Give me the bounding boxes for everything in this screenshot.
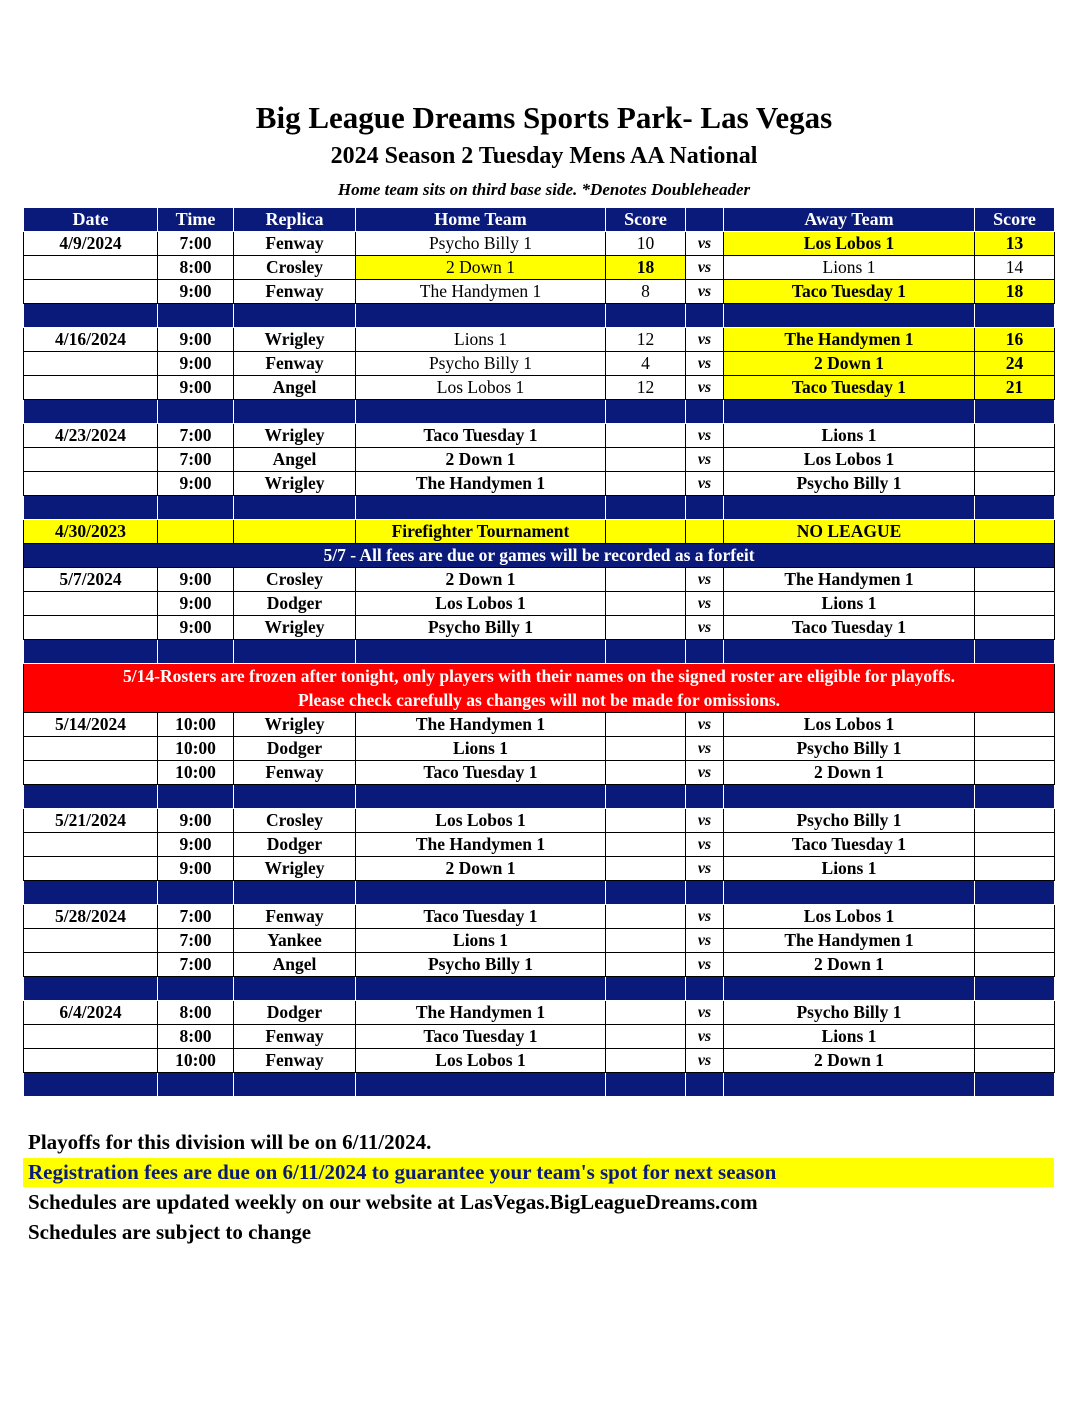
home-score bbox=[606, 568, 686, 592]
away-team: Lions 1 bbox=[724, 592, 975, 616]
vs-label: vs bbox=[686, 448, 724, 472]
registration-note: Registration fees are due on 6/11/2024 to guarantee your team's spot for next season bbox=[23, 1158, 1054, 1187]
away-team: 2 Down 1 bbox=[724, 761, 975, 785]
game-field: Fenway bbox=[234, 280, 356, 304]
away-team: 2 Down 1 bbox=[724, 352, 975, 376]
home-score bbox=[606, 857, 686, 881]
table-row bbox=[24, 953, 1055, 977]
col-away-team: Away Team bbox=[724, 208, 975, 232]
game-date bbox=[24, 256, 158, 280]
game-field: Wrigley bbox=[234, 472, 356, 496]
vs-label: vs bbox=[686, 472, 724, 496]
game-date bbox=[24, 1049, 158, 1073]
home-team: Taco Tuesday 1 bbox=[356, 1025, 606, 1049]
game-field: Wrigley bbox=[234, 857, 356, 881]
game-date: 5/7/2024 bbox=[24, 568, 158, 592]
game-field: Fenway bbox=[234, 232, 356, 256]
game-field: Dodger bbox=[234, 833, 356, 857]
home-score bbox=[606, 616, 686, 640]
table-row bbox=[24, 424, 1055, 448]
away-score bbox=[975, 424, 1055, 448]
home-team: The Handymen 1 bbox=[356, 1001, 606, 1025]
away-score bbox=[975, 905, 1055, 929]
vs-label: vs bbox=[686, 352, 724, 376]
home-score bbox=[606, 448, 686, 472]
vs-label: vs bbox=[686, 905, 724, 929]
game-date bbox=[24, 761, 158, 785]
table-row bbox=[24, 713, 1055, 737]
game-field: Wrigley bbox=[234, 424, 356, 448]
vs-label: vs bbox=[686, 737, 724, 761]
vs-label: vs bbox=[686, 568, 724, 592]
table-row bbox=[24, 256, 1055, 280]
home-team: The Handymen 1 bbox=[356, 472, 606, 496]
away-team: Psycho Billy 1 bbox=[724, 737, 975, 761]
table-row bbox=[24, 857, 1055, 881]
vs-label: vs bbox=[686, 761, 724, 785]
vs-label: vs bbox=[686, 809, 724, 833]
game-date bbox=[24, 352, 158, 376]
vs-label: vs bbox=[686, 232, 724, 256]
game-time: 9:00 bbox=[158, 280, 234, 304]
game-date bbox=[24, 472, 158, 496]
away-team: Psycho Billy 1 bbox=[724, 472, 975, 496]
spacer-row bbox=[24, 496, 1055, 520]
game-time: 9:00 bbox=[158, 376, 234, 400]
game-date: 4/16/2024 bbox=[24, 328, 158, 352]
home-team: Los Lobos 1 bbox=[356, 1049, 606, 1073]
table-row bbox=[24, 1001, 1055, 1025]
home-score bbox=[606, 953, 686, 977]
game-date bbox=[24, 833, 158, 857]
vs-label: vs bbox=[686, 857, 724, 881]
game-time: 9:00 bbox=[158, 472, 234, 496]
game-date bbox=[24, 448, 158, 472]
home-score bbox=[606, 809, 686, 833]
spacer-row bbox=[24, 1073, 1055, 1097]
away-score: 13 bbox=[975, 232, 1055, 256]
away-score bbox=[975, 761, 1055, 785]
away-team: Lions 1 bbox=[724, 857, 975, 881]
home-score: 12 bbox=[606, 328, 686, 352]
game-date bbox=[24, 376, 158, 400]
away-team: Psycho Billy 1 bbox=[724, 1001, 975, 1025]
home-team: Taco Tuesday 1 bbox=[356, 905, 606, 929]
schedule-table bbox=[23, 207, 1055, 1097]
vs-label: vs bbox=[686, 424, 724, 448]
home-team: 2 Down 1 bbox=[356, 448, 606, 472]
game-time: 7:00 bbox=[158, 905, 234, 929]
spacer-row bbox=[24, 977, 1055, 1001]
home-score bbox=[606, 833, 686, 857]
home-team: Los Lobos 1 bbox=[356, 376, 606, 400]
game-date bbox=[24, 737, 158, 761]
game-date: 5/21/2024 bbox=[24, 809, 158, 833]
home-team: The Handymen 1 bbox=[356, 833, 606, 857]
home-team: 2 Down 1 bbox=[356, 256, 606, 280]
fees-notice: 5/7 - All fees are due or games will be recorded as a forfeit bbox=[24, 544, 1055, 568]
away-score bbox=[975, 737, 1055, 761]
seating-note: Home team sits on third base side. *Denotes Doubleheader bbox=[337, 180, 751, 199]
game-date bbox=[24, 857, 158, 881]
table-row bbox=[24, 232, 1055, 256]
col-home-team: Home Team bbox=[356, 208, 606, 232]
game-date bbox=[24, 592, 158, 616]
home-score bbox=[606, 472, 686, 496]
playoffs-note: Playoffs for this division will be on 6/11/2024. bbox=[28, 1130, 432, 1154]
game-date: 6/4/2024 bbox=[24, 1001, 158, 1025]
home-team: Psycho Billy 1 bbox=[356, 352, 606, 376]
game-time: 7:00 bbox=[158, 232, 234, 256]
game-field: Fenway bbox=[234, 1025, 356, 1049]
col-replica: Replica bbox=[234, 208, 356, 232]
away-score bbox=[975, 1025, 1055, 1049]
game-date bbox=[24, 929, 158, 953]
vs-label: vs bbox=[686, 929, 724, 953]
home-team: Psycho Billy 1 bbox=[356, 616, 606, 640]
game-field: Dodger bbox=[234, 737, 356, 761]
game-field: Wrigley bbox=[234, 713, 356, 737]
home-score: 12 bbox=[606, 376, 686, 400]
table-row bbox=[24, 568, 1055, 592]
away-score bbox=[975, 809, 1055, 833]
vs-label: vs bbox=[686, 833, 724, 857]
away-team: Lions 1 bbox=[724, 1025, 975, 1049]
home-team: 2 Down 1 bbox=[356, 568, 606, 592]
table-row bbox=[24, 833, 1055, 857]
game-date: 5/28/2024 bbox=[24, 905, 158, 929]
special-row bbox=[24, 520, 1055, 544]
home-score bbox=[606, 761, 686, 785]
home-team: Psycho Billy 1 bbox=[356, 953, 606, 977]
page-subtitle: 2024 Season 2 Tuesday Mens AA National bbox=[330, 143, 758, 169]
spacer-row bbox=[24, 640, 1055, 664]
home-score: 18 bbox=[606, 256, 686, 280]
home-team: Taco Tuesday 1 bbox=[356, 424, 606, 448]
header-row bbox=[24, 208, 1055, 232]
schedule-body bbox=[24, 232, 1055, 713]
away-score bbox=[975, 616, 1055, 640]
home-team: Los Lobos 1 bbox=[356, 592, 606, 616]
game-field: Fenway bbox=[234, 1049, 356, 1073]
col-away-score: Score bbox=[975, 208, 1055, 232]
roster-notice-line2: Please check carefully as changes will not be made for omissions. bbox=[297, 690, 781, 710]
home-team: Psycho Billy 1 bbox=[356, 232, 606, 256]
vs-label: vs bbox=[686, 1001, 724, 1025]
home-team: Lions 1 bbox=[356, 929, 606, 953]
home-score bbox=[606, 713, 686, 737]
game-field: Fenway bbox=[234, 761, 356, 785]
game-time: 9:00 bbox=[158, 833, 234, 857]
home-team: Lions 1 bbox=[356, 737, 606, 761]
game-time: 7:00 bbox=[158, 448, 234, 472]
vs-label: vs bbox=[686, 328, 724, 352]
game-time: 9:00 bbox=[158, 809, 234, 833]
spacer-row bbox=[24, 400, 1055, 424]
game-field: Fenway bbox=[234, 905, 356, 929]
away-score bbox=[975, 929, 1055, 953]
game-time: 10:00 bbox=[158, 761, 234, 785]
away-team: Los Lobos 1 bbox=[724, 905, 975, 929]
roster-notice bbox=[24, 664, 1055, 713]
game-date: 4/9/2024 bbox=[24, 232, 158, 256]
vs-label: vs bbox=[686, 592, 724, 616]
away-score bbox=[975, 472, 1055, 496]
vs-label: vs bbox=[686, 1049, 724, 1073]
away-score: 16 bbox=[975, 328, 1055, 352]
game-field: Wrigley bbox=[234, 328, 356, 352]
away-team: 2 Down 1 bbox=[724, 953, 975, 977]
home-team: Lions 1 bbox=[356, 328, 606, 352]
home-score: 4 bbox=[606, 352, 686, 376]
home-score bbox=[606, 424, 686, 448]
away-team: Taco Tuesday 1 bbox=[724, 376, 975, 400]
game-time: 8:00 bbox=[158, 1001, 234, 1025]
table-row bbox=[24, 448, 1055, 472]
game-date: 5/14/2024 bbox=[24, 713, 158, 737]
roster-notice-row bbox=[24, 664, 1055, 713]
game-time: 7:00 bbox=[158, 929, 234, 953]
away-team: 2 Down 1 bbox=[724, 1049, 975, 1073]
away-team: Taco Tuesday 1 bbox=[724, 616, 975, 640]
away-score bbox=[975, 448, 1055, 472]
special-away: NO LEAGUE bbox=[724, 520, 975, 544]
table-row bbox=[24, 328, 1055, 352]
game-field: Crosley bbox=[234, 256, 356, 280]
table-row bbox=[24, 737, 1055, 761]
game-time: 8:00 bbox=[158, 256, 234, 280]
game-field: Crosley bbox=[234, 809, 356, 833]
home-team: 2 Down 1 bbox=[356, 857, 606, 881]
change-note: Schedules are subject to change bbox=[28, 1220, 312, 1244]
special-date: 4/30/2023 bbox=[24, 520, 158, 544]
game-date bbox=[24, 1025, 158, 1049]
col-time: Time bbox=[158, 208, 234, 232]
home-team: Los Lobos 1 bbox=[356, 809, 606, 833]
table-row bbox=[24, 352, 1055, 376]
game-field: Fenway bbox=[234, 352, 356, 376]
away-team: Los Lobos 1 bbox=[724, 713, 975, 737]
roster-notice-line1: 5/14-Rosters are frozen after tonight, only players with their names on the signed roster are eligible for playoffs. bbox=[123, 666, 955, 686]
vs-label: vs bbox=[686, 953, 724, 977]
col-home-score: Score bbox=[606, 208, 686, 232]
away-team: Taco Tuesday 1 bbox=[724, 280, 975, 304]
game-time: 7:00 bbox=[158, 424, 234, 448]
away-team: Los Lobos 1 bbox=[724, 448, 975, 472]
away-score bbox=[975, 713, 1055, 737]
vs-label: vs bbox=[686, 376, 724, 400]
table-row bbox=[24, 472, 1055, 496]
game-time: 9:00 bbox=[158, 328, 234, 352]
away-team: Psycho Billy 1 bbox=[724, 809, 975, 833]
game-field: Dodger bbox=[234, 1001, 356, 1025]
game-time: 7:00 bbox=[158, 953, 234, 977]
col-date: Date bbox=[24, 208, 158, 232]
away-score bbox=[975, 568, 1055, 592]
vs-label: vs bbox=[686, 1025, 724, 1049]
away-score bbox=[975, 592, 1055, 616]
game-time: 10:00 bbox=[158, 713, 234, 737]
away-team: The Handymen 1 bbox=[724, 929, 975, 953]
game-time: 9:00 bbox=[158, 616, 234, 640]
away-score: 18 bbox=[975, 280, 1055, 304]
home-team: Taco Tuesday 1 bbox=[356, 761, 606, 785]
away-team: Los Lobos 1 bbox=[724, 232, 975, 256]
special-event: Firefighter Tournament bbox=[356, 520, 606, 544]
spacer-row bbox=[24, 304, 1055, 328]
away-team: The Handymen 1 bbox=[724, 568, 975, 592]
table-row bbox=[24, 1025, 1055, 1049]
spacer-row bbox=[24, 881, 1055, 905]
spacer-row bbox=[24, 785, 1055, 809]
away-score bbox=[975, 857, 1055, 881]
home-score bbox=[606, 737, 686, 761]
away-score bbox=[975, 1001, 1055, 1025]
schedule-body-late bbox=[24, 713, 1055, 1097]
game-time: 9:00 bbox=[158, 352, 234, 376]
vs-label: vs bbox=[686, 280, 724, 304]
game-field: Dodger bbox=[234, 592, 356, 616]
table-row bbox=[24, 280, 1055, 304]
game-time: 9:00 bbox=[158, 857, 234, 881]
home-team: The Handymen 1 bbox=[356, 713, 606, 737]
vs-label: vs bbox=[686, 713, 724, 737]
website-note: Schedules are updated weekly on our website at LasVegas.BigLeagueDreams.com bbox=[28, 1190, 758, 1214]
vs-label: vs bbox=[686, 256, 724, 280]
home-team: The Handymen 1 bbox=[356, 280, 606, 304]
game-time: 9:00 bbox=[158, 592, 234, 616]
away-team: Lions 1 bbox=[724, 424, 975, 448]
table-row bbox=[24, 905, 1055, 929]
home-score bbox=[606, 1001, 686, 1025]
home-score: 10 bbox=[606, 232, 686, 256]
home-score bbox=[606, 1049, 686, 1073]
table-row bbox=[24, 929, 1055, 953]
col-vs bbox=[686, 208, 724, 232]
away-score: 24 bbox=[975, 352, 1055, 376]
table-row bbox=[24, 1049, 1055, 1073]
table-row bbox=[24, 809, 1055, 833]
game-date bbox=[24, 953, 158, 977]
table-row bbox=[24, 616, 1055, 640]
vs-label: vs bbox=[686, 616, 724, 640]
home-score bbox=[606, 905, 686, 929]
page-title: Big League Dreams Sports Park- Las Vegas bbox=[255, 100, 833, 135]
game-date bbox=[24, 616, 158, 640]
away-score bbox=[975, 953, 1055, 977]
home-score bbox=[606, 929, 686, 953]
away-score bbox=[975, 1049, 1055, 1073]
game-time: 10:00 bbox=[158, 1049, 234, 1073]
away-team: Taco Tuesday 1 bbox=[724, 833, 975, 857]
table-row bbox=[24, 376, 1055, 400]
game-field: Yankee bbox=[234, 929, 356, 953]
home-score bbox=[606, 592, 686, 616]
table-row bbox=[24, 592, 1055, 616]
away-score bbox=[975, 833, 1055, 857]
game-field: Angel bbox=[234, 448, 356, 472]
game-field: Crosley bbox=[234, 568, 356, 592]
game-time: 10:00 bbox=[158, 737, 234, 761]
game-time: 9:00 bbox=[158, 568, 234, 592]
table-row bbox=[24, 761, 1055, 785]
game-field: Angel bbox=[234, 376, 356, 400]
away-team: Lions 1 bbox=[724, 256, 975, 280]
game-field: Angel bbox=[234, 953, 356, 977]
away-team: The Handymen 1 bbox=[724, 328, 975, 352]
fees-notice-row bbox=[24, 544, 1055, 568]
game-date: 4/23/2024 bbox=[24, 424, 158, 448]
game-time: 8:00 bbox=[158, 1025, 234, 1049]
game-field: Wrigley bbox=[234, 616, 356, 640]
home-score: 8 bbox=[606, 280, 686, 304]
away-score: 14 bbox=[975, 256, 1055, 280]
game-date bbox=[24, 280, 158, 304]
away-score: 21 bbox=[975, 376, 1055, 400]
home-score bbox=[606, 1025, 686, 1049]
